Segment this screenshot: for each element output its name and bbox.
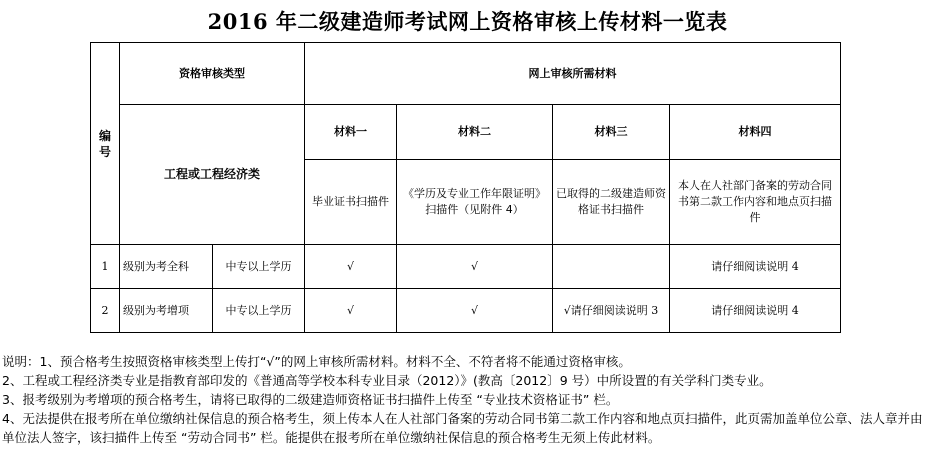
note-2: 2、工程或工程经济类专业是指教育部印发的《普通高等学校本科专业目录（2012）》(教高〔2012〕9 号）中所设置的有关学科门类专业。 [2,373,772,388]
row-material-1: √ [305,245,397,289]
materials-header: 网上审核所需材料 [305,43,841,105]
number-header: 编号 [98,128,111,159]
row-level: 级别为考全科 [120,245,213,289]
material-desc-3: 已取得的二级建造师资格证书扫描件 [553,160,670,245]
type-subheader: 工程或工程经济类 [163,167,260,181]
materials-table [90,42,841,333]
note-4: 4、无法提供在报考所在单位缴纳社保信息的预合格考生，须上传本人在人社部门备案的劳动合同书第二款工作内容和地点页扫描件，此页需加盖单位公章、法人章并由单位法人签字，该扫描件上传至 “劳动合同书” 栏。能提供在报考所在单位缴纳社保信息的预合格考生无须上传此材料。 [2,411,923,445]
row-education: 中专以上学历 [213,289,305,333]
row-material-2: √ [397,245,553,289]
number-header-cell [91,43,120,245]
material-header-2: 材料二 [397,105,553,160]
notes [2,352,932,447]
note-3: 3、报考级别为考增项的预合格考生，请将已取得的二级建造师资格证书扫描件上传至 “专业技术资格证书” 栏。 [2,392,619,407]
row-material-4: 请仔细阅读说明 4 [670,289,841,333]
row-material-4: 请仔细阅读说明 4 [670,245,841,289]
row-material-1: √ [305,289,397,333]
row-material-2: √ [397,289,553,333]
material-desc-4: 本人在人社部门备案的劳动合同书第二款工作内容和地点页扫描件 [670,160,841,245]
material-desc-2: 《学历及专业工作年限证明》扫描件（见附件 4） [397,160,553,245]
material-desc-1: 毕业证书扫描件 [305,160,397,245]
note-1: 说明：1、预合格考生按照资格审核类型上传打“√”的网上审核所需材料。材料不全、不符者将不能通过资格审核。 [2,354,631,369]
row-material-3 [553,245,670,289]
row-number: 2 [91,289,120,333]
table-row [91,289,841,333]
material-header-4: 材料四 [670,105,841,160]
material-header-3: 材料三 [553,105,670,160]
type-header: 资格审核类型 [120,43,305,105]
row-material-3: √请仔细阅读说明 3 [553,289,670,333]
material-header-1: 材料一 [305,105,397,160]
type-subheader-cell [120,105,305,245]
page-title: 2016 年二级建造师考试网上资格审核上传材料一览表 [207,9,728,34]
row-number: 1 [91,245,120,289]
row-education: 中专以上学历 [213,245,305,289]
row-level: 级别为考增项 [120,289,213,333]
table-row [91,245,841,289]
